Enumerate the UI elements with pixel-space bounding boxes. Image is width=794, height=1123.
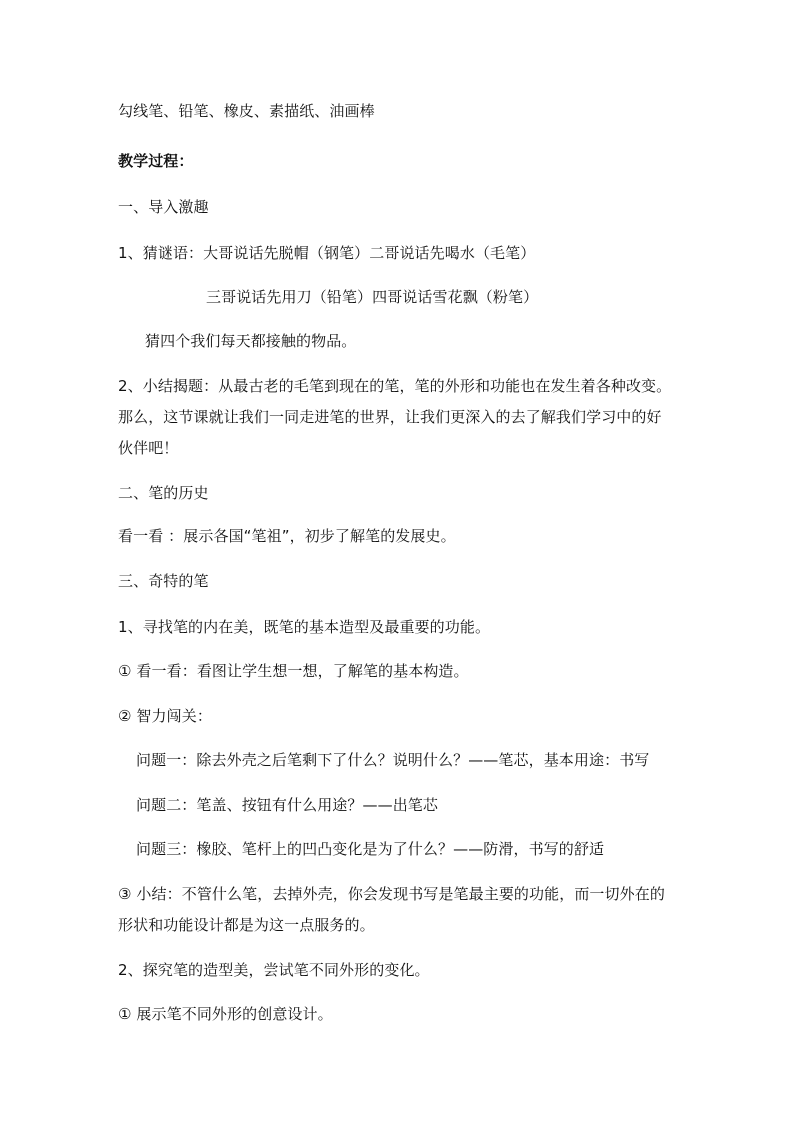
inner-beauty-line: 1、寻找笔的内在美，既笔的基本造型及最重要的功能。 xyxy=(118,618,491,636)
summary-paragraph: 2、小结揭题：从最古老的毛笔到现在的笔，笔的外形和功能也在发生着各种改变。那么，这节课就让我们一同走进笔的世界，让我们更深入的去了解我们学习中的好伙伴吧！ xyxy=(118,377,672,457)
question-two: 问题二：笔盖、按钮有什么用途？——出笔芯 xyxy=(136,796,439,814)
question-three: 问题三：橡胶、笔杆上的凹凸变化是为了什么？——防滑，书写的舒适 xyxy=(136,840,605,858)
materials-line: 勾线笔、铅笔、橡皮、素描纸、油画棒 xyxy=(118,102,375,120)
conclusion-paragraph: ③ 小结：不管什么笔，去掉外壳，你会发现书写是笔最主要的功能，而一切外在的形状和功能设计都是为这一点服务的。 xyxy=(118,885,665,934)
riddle-question: 猜四个我们每天都接触的物品。 xyxy=(145,332,357,350)
history-activity: 看一看 ：展示各国“笔祖”，初步了解笔的发展史。 xyxy=(118,527,456,545)
section-heading-teaching-process: 教学过程： xyxy=(118,152,194,170)
section-heading-unique-pens: 三、奇特的笔 xyxy=(118,572,209,590)
riddle-line-1: 1、猜谜语：大哥说话先脱帽（钢笔）二哥说话先喝水（毛笔） xyxy=(118,244,536,262)
creative-design-line: ① 展示笔不同外形的创意设计。 xyxy=(118,1005,333,1023)
section-heading-introduction: 一、导入激趣 xyxy=(118,198,209,216)
look-line: ① 看一看：看图让学生想一想，了解笔的基本构造。 xyxy=(118,662,469,680)
riddle-line-2: 三哥说话先用刀（铅笔）四哥说话雪花飘（粉笔） xyxy=(206,288,539,306)
question-one: 问题一：除去外壳之后笔剩下了什么？说明什么？——笔芯，基本用途：书写 xyxy=(136,751,650,769)
shape-exploration-line: 2、探究笔的造型美，尝试笔不同外形的变化。 xyxy=(118,961,430,979)
section-heading-history: 二、笔的历史 xyxy=(118,484,209,502)
quiz-heading: ② 智力闯关： xyxy=(118,707,212,725)
